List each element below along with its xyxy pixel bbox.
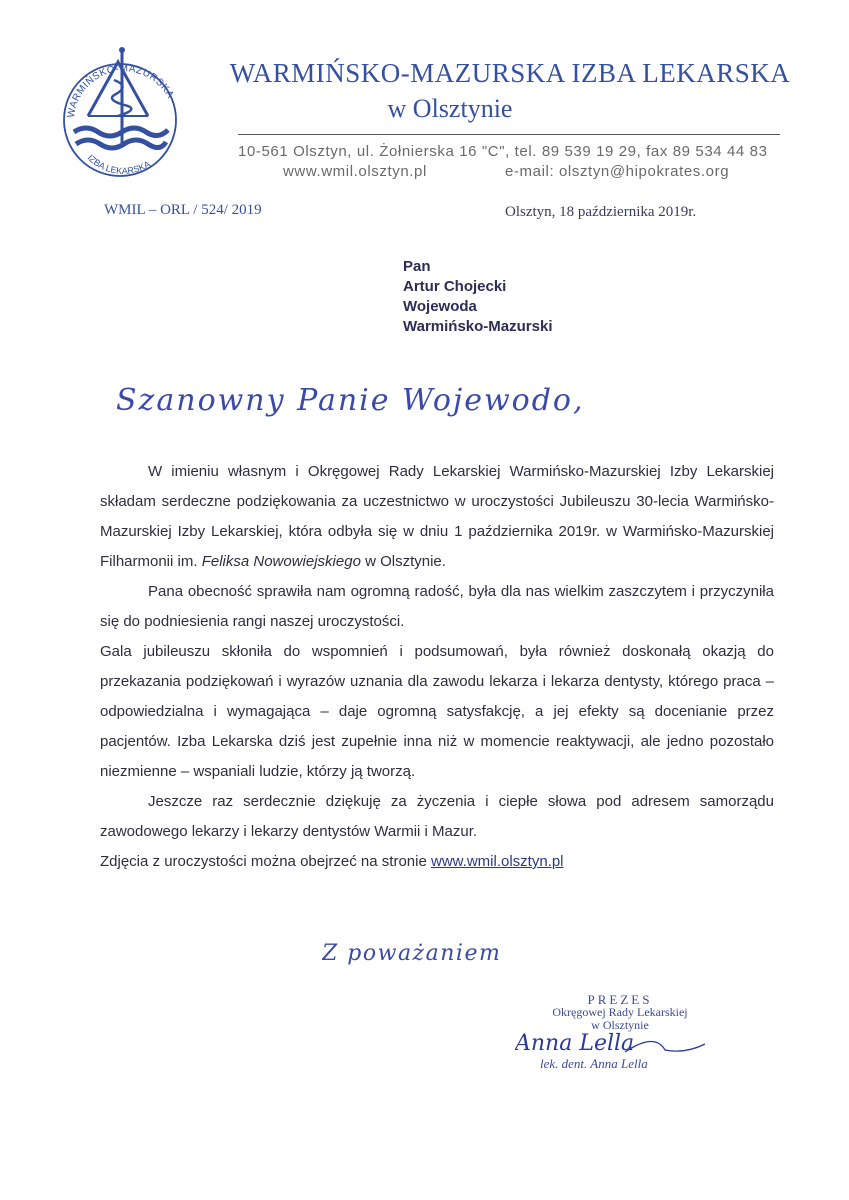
handwritten-closing <box>322 932 537 972</box>
reference-number: WMIL – ORL / 524/ 2019 <box>104 202 262 218</box>
body-paragraph: Zdjęcia z uroczystości można obejrzeć na stronie www.wmil.olsztyn.pl <box>100 853 564 870</box>
handwritten-salutation <box>116 372 586 432</box>
chamber-logo <box>52 40 187 190</box>
addressee-region: Warmińsko-Mazurski <box>403 318 553 335</box>
header-divider <box>238 134 780 135</box>
addressee-block <box>403 257 552 337</box>
svg-text:IZBA LEKARSKA <box>86 153 152 176</box>
stamp-title: PREZES <box>587 992 653 1007</box>
signature-text: Anna Lella <box>515 1031 635 1056</box>
letter-date: Olsztyn, 18 października 2019r. <box>505 204 697 220</box>
body-paragraph: Pana obecność sprawiła nam ogromną radość, była dla nas wielkim zaszczytem i przyczyniła się do podniesienia rangi naszej uroczystości. <box>100 583 774 630</box>
logo-ring-top: WARMIŃSKO-MAZURSKA <box>65 63 176 119</box>
addressee-title: Wojewoda <box>403 298 477 315</box>
closing-text: Z poważaniem <box>322 941 502 966</box>
logo-ring-bottom: IZBA LEKARSKA <box>85 152 152 177</box>
photos-link[interactable]: www.wmil.olsztyn.pl <box>430 853 564 870</box>
website-link[interactable]: www.wmil.olsztyn.pl <box>283 163 427 180</box>
signatory-name: lek. dent. Anna Lella <box>540 1056 648 1071</box>
addressee-name: Artur Chojecki <box>403 278 507 295</box>
stamp-city: w Olsztynie <box>591 1018 649 1032</box>
stamp-council: Okręgowej Rady Lekarskiej <box>552 1005 688 1019</box>
contact-address-line: 10-561 Olsztyn, ul. Żołnierska 16 "C", tel. 89 539 19 29, fax 89 534 44 83 <box>238 143 768 160</box>
italic-name: Feliksa Nowowiejskiego <box>201 553 361 570</box>
body-paragraph: Jeszcze raz serdecznie dziękuję za życzenia i ciepłe słowa pod adresem samorządu zawodowego lekarzy i lekarzy dentystów Warmii i Mazur. <box>100 793 774 840</box>
letter-body <box>100 457 774 877</box>
organization-city: w Olsztynie <box>387 94 513 123</box>
chamber-logo-icon <box>52 40 187 190</box>
email-link[interactable]: e-mail: olsztyn@hipokrates.org <box>505 163 730 180</box>
organization-name: WARMIŃSKO-MAZURSKA IZBA LEKARSKA <box>229 58 791 88</box>
body-paragraph: W imieniu własnym i Okręgowej Rady Lekarskiej Warmińsko-Mazurskiej Izby Lekarskiej składam serdeczne podziękowania za uczestnictwo w uroczystości Jubileuszu 30-lecia Warmińsko-Mazurskiej Izby Lekarskiej, która odbyła się w dniu 1 października 2019r. w Warmińsko-Mazurskiej Filharmonii im. Feliksa Nowowiejskiego w Olsztynie. <box>100 463 774 570</box>
salutation-text: Szanowny Panie Wojewodo, <box>116 383 585 418</box>
addressee-line: Pan <box>403 258 431 275</box>
body-paragraph: Gala jubileuszu skłoniła do wspomnień i podsumowań, była również doskonałą okazją do przekazania podziękowań i wyrazów uznania dla zawodu lekarza i lekarza dentysty, którego praca – odpowiedzialna i wymagająca – daje ogromną satysfakcję, a jej efekty są docenianie przez pacjentów. Izba Lekarska dziś jest zupełnie inna niż w momencie reaktywacji, ale jedno pozostało niezmienne – wspaniali ludzie, którzy ją tworzą. <box>100 643 774 780</box>
